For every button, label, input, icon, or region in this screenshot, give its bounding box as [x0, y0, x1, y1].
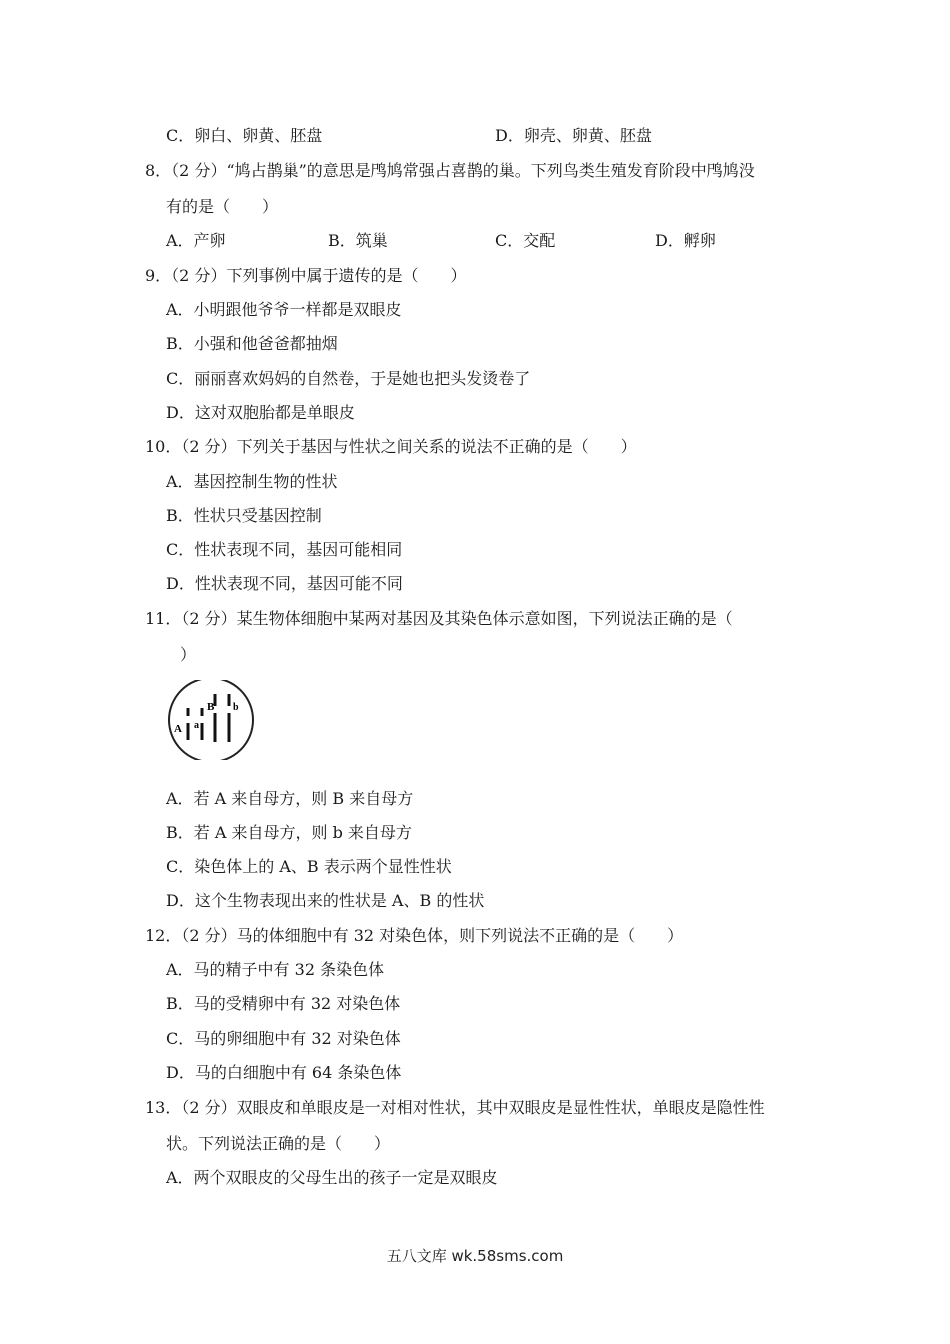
q7-option-c: C．卵白、卵黄、胚盘 [166, 126, 323, 145]
q9-option-b: B．小强和他爸爸都抽烟 [166, 334, 338, 353]
chromosome-diagram [166, 680, 256, 760]
chromosome-diagram-svg [166, 680, 256, 760]
q10-option-a: A．基因控制生物的性状 [166, 472, 338, 491]
q12-stem: 12．（2 分）马的体细胞中有 32 对染色体，则下列说法不正确的是（ ） [145, 926, 684, 945]
q11-option-a: A．若 A 来自母方，则 B 来自母方 [166, 789, 414, 808]
q8-stem-line1: 8．（2 分）“鸠占鹊巢”的意思是鸤鸠常强占喜鹊的巢。下列鸟类生殖发育阶段中鸤鸠没 [145, 161, 755, 180]
q8-option-c: C．交配 [495, 231, 556, 250]
q7-option-d: D．卵壳、卵黄、胚盘 [495, 126, 652, 145]
q13-option-a: A．两个双眼皮的父母生出的孩子一定是双眼皮 [166, 1168, 498, 1187]
q11-stem-line2: ） [180, 645, 197, 664]
allele-label-A: A [174, 723, 182, 735]
q9-option-d: D．这对双胞胎都是单眼皮 [166, 403, 355, 422]
allele-label-b: b [233, 702, 239, 713]
q8-option-b: B．筑巢 [328, 231, 388, 250]
q10-stem: 10．（2 分）下列关于基因与性状之间关系的说法不正确的是（ ） [145, 437, 637, 456]
q12-option-c: C．马的卵细胞中有 32 对染色体 [166, 1029, 401, 1048]
q13-stem-line2: 状。下列说法正确的是（ ） [166, 1134, 391, 1153]
q8-option-d: D．孵卵 [655, 231, 716, 250]
allele-label-a: a [194, 720, 199, 731]
q11-stem-line1: 11．（2 分）某生物体细胞中某两对基因及其染色体示意如图，下列说法正确的是（ [145, 609, 733, 628]
q10-option-b: B．性状只受基因控制 [166, 506, 322, 525]
q9-option-a: A．小明跟他爷爷一样都是双眼皮 [166, 300, 402, 319]
allele-label-B: B [207, 701, 215, 713]
q9-option-c: C．丽丽喜欢妈妈的自然卷，于是她也把头发烫卷了 [166, 369, 531, 388]
q11-option-d: D．这个生物表现出来的性状是 A、B 的性状 [166, 891, 485, 910]
cell-outline [169, 680, 253, 760]
q8-stem-line2: 有的是（ ） [166, 197, 279, 216]
q12-option-d: D．马的白细胞中有 64 条染色体 [166, 1063, 402, 1082]
q11-option-c: C．染色体上的 A、B 表示两个显性性状 [166, 857, 452, 876]
page-footer: 五八文库 wk.58sms.com [386, 1247, 564, 1265]
q10-option-c: C．性状表现不同，基因可能相同 [166, 540, 403, 559]
q12-option-b: B．马的受精卵中有 32 对染色体 [166, 994, 401, 1013]
q12-option-a: A．马的精子中有 32 条染色体 [166, 960, 385, 979]
q8-option-a: A．产卵 [166, 231, 226, 250]
q10-option-d: D．性状表现不同，基因可能不同 [166, 574, 403, 593]
q9-stem: 9．（2 分）下列事例中属于遗传的是（ ） [145, 266, 467, 285]
q13-stem-line1: 13．（2 分）双眼皮和单眼皮是一对相对性状，其中双眼皮是显性性状，单眼皮是隐性性 [145, 1098, 765, 1117]
q11-option-b: B．若 A 来自母方，则 b 来自母方 [166, 823, 412, 842]
